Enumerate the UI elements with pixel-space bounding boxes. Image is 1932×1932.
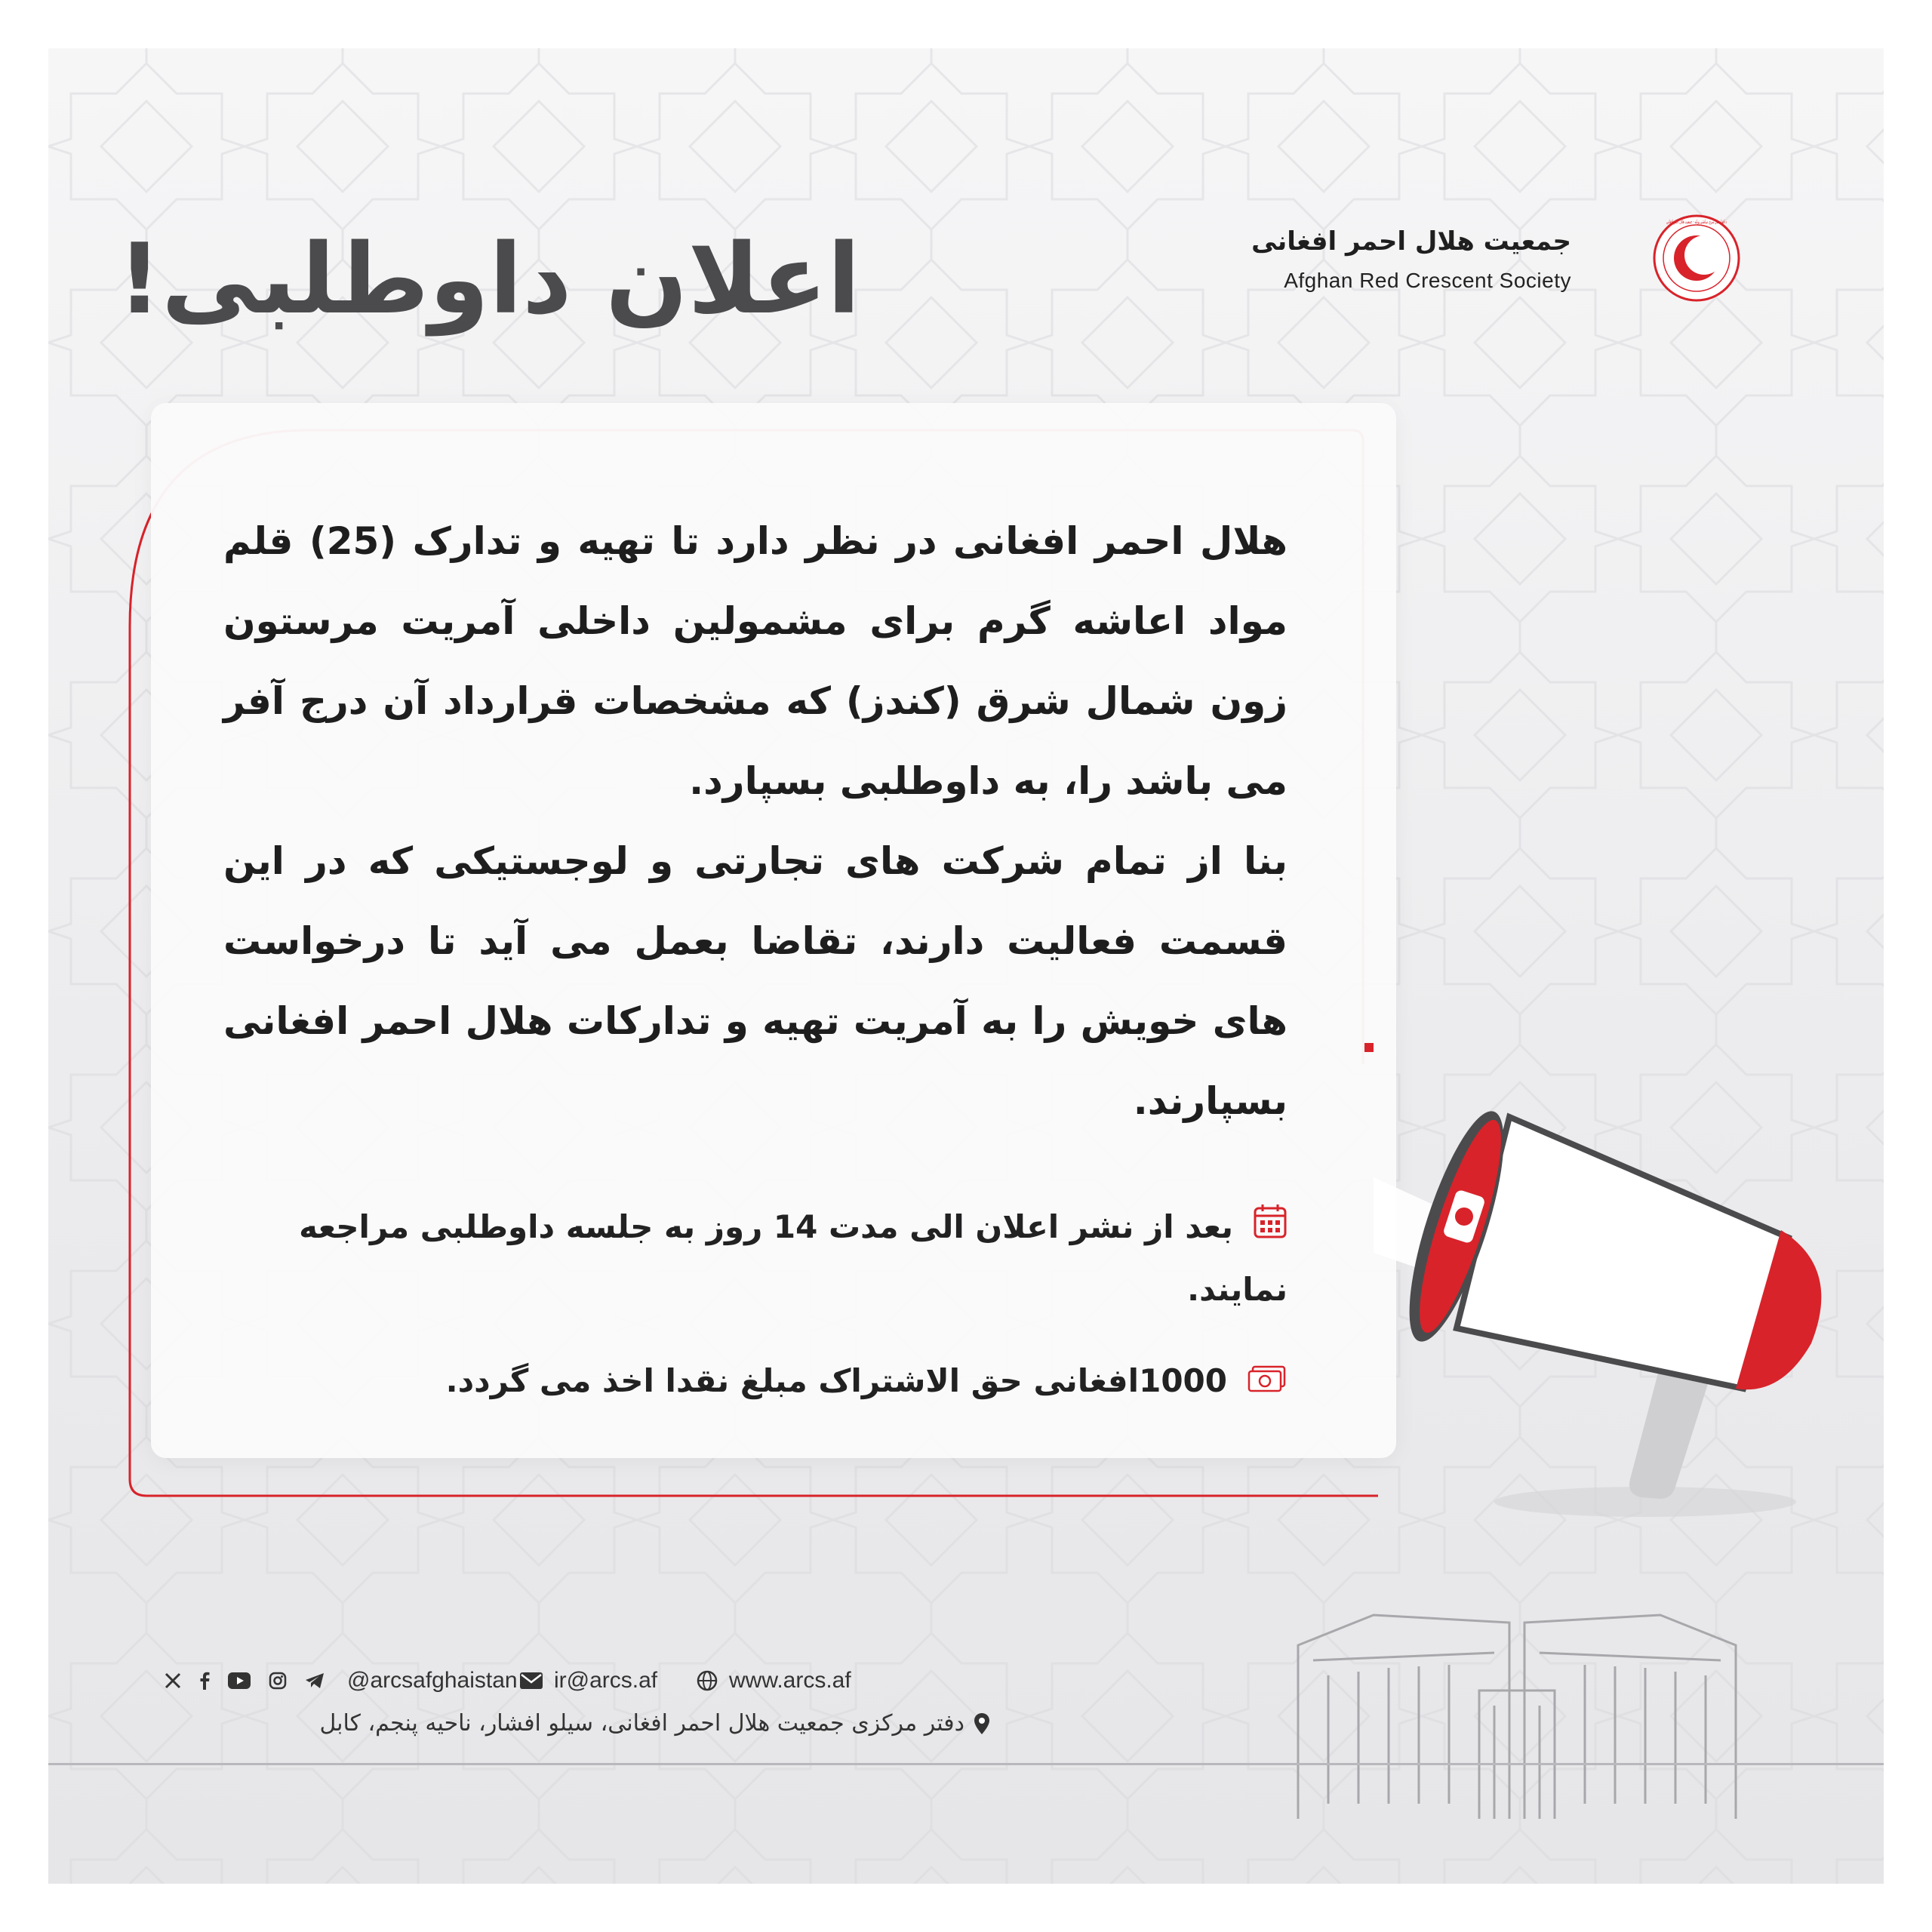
org-name-farsi: جمعیت هلال احمر افغانی <box>1251 226 1571 257</box>
footer-email[interactable] <box>519 1668 657 1694</box>
x-icon[interactable] <box>165 1672 181 1689</box>
bullet-fee <box>291 1351 1287 1414</box>
bullet-fee-text: 1000افغانی حق الاشتراک مبلغ نقدا اخذ می گردد. <box>445 1362 1227 1399</box>
red-accent-dot <box>1364 1043 1374 1052</box>
telegram-icon[interactable] <box>305 1672 325 1689</box>
mail-icon <box>519 1672 543 1690</box>
footer-divider <box>48 1763 1884 1765</box>
location-pin-icon <box>974 1712 990 1735</box>
bullet-deadline-text: بعد از نشر اعلان الی مدت 14 روز به جلسه داوطلبی مراجعه نمایند. <box>299 1208 1287 1308</box>
money-icon <box>1247 1353 1287 1414</box>
calendar-icon <box>1253 1199 1287 1260</box>
globe-icon <box>696 1669 718 1692</box>
announcement-body <box>223 501 1287 1141</box>
footer-website[interactable] <box>696 1668 851 1694</box>
body-paragraph-2: بنا از تمام شرکت های تجارتی و لوجستیکی که در این قسمت فعالیت دارند، تقاضا بعمل می آید تا درخواست های خویش را به آمریت تهیه و تدارکات هلال احمر افغانی بسپارند. <box>223 839 1287 1123</box>
page-title: اعلان داوطلبی! <box>117 223 860 336</box>
facebook-icon[interactable] <box>199 1672 210 1690</box>
youtube-icon[interactable] <box>228 1672 251 1689</box>
instagram-icon[interactable] <box>269 1672 287 1690</box>
website-text: www.arcs.af <box>729 1668 851 1693</box>
megaphone-illustration <box>1328 1057 1872 1524</box>
org-name-english: Afghan Red Crescent Society <box>1284 269 1571 292</box>
logo-ring-text: د افغانستان سري میاشتې ټولنه - جمعیت هلال احمر افغانی <box>1666 219 1796 225</box>
footer-social <box>165 1668 518 1694</box>
bullet-deadline <box>291 1197 1287 1320</box>
email-text: ir@arcs.af <box>554 1668 658 1693</box>
building-illustration <box>1283 1577 1751 1826</box>
footer-address <box>319 1710 990 1737</box>
body-paragraph-1: هلال احمر افغانی در نظر دارد تا تهیه و تدارک (25) قلم مواد اعاشه گرم برای مشمولین داخلی آمریت مرستون زون شمال شرق (کندز) که مشخصات قرارداد آن درج آفر می باشد را، به داوطلبی بسپارد. <box>223 519 1287 803</box>
address-text: دفتر مرکزی جمعیت هلال احمر افغانی، سیلو افشار، ناحیه پنجم، کابل <box>319 1710 964 1737</box>
social-handle-text[interactable]: @arcsafghaistan <box>347 1668 518 1693</box>
